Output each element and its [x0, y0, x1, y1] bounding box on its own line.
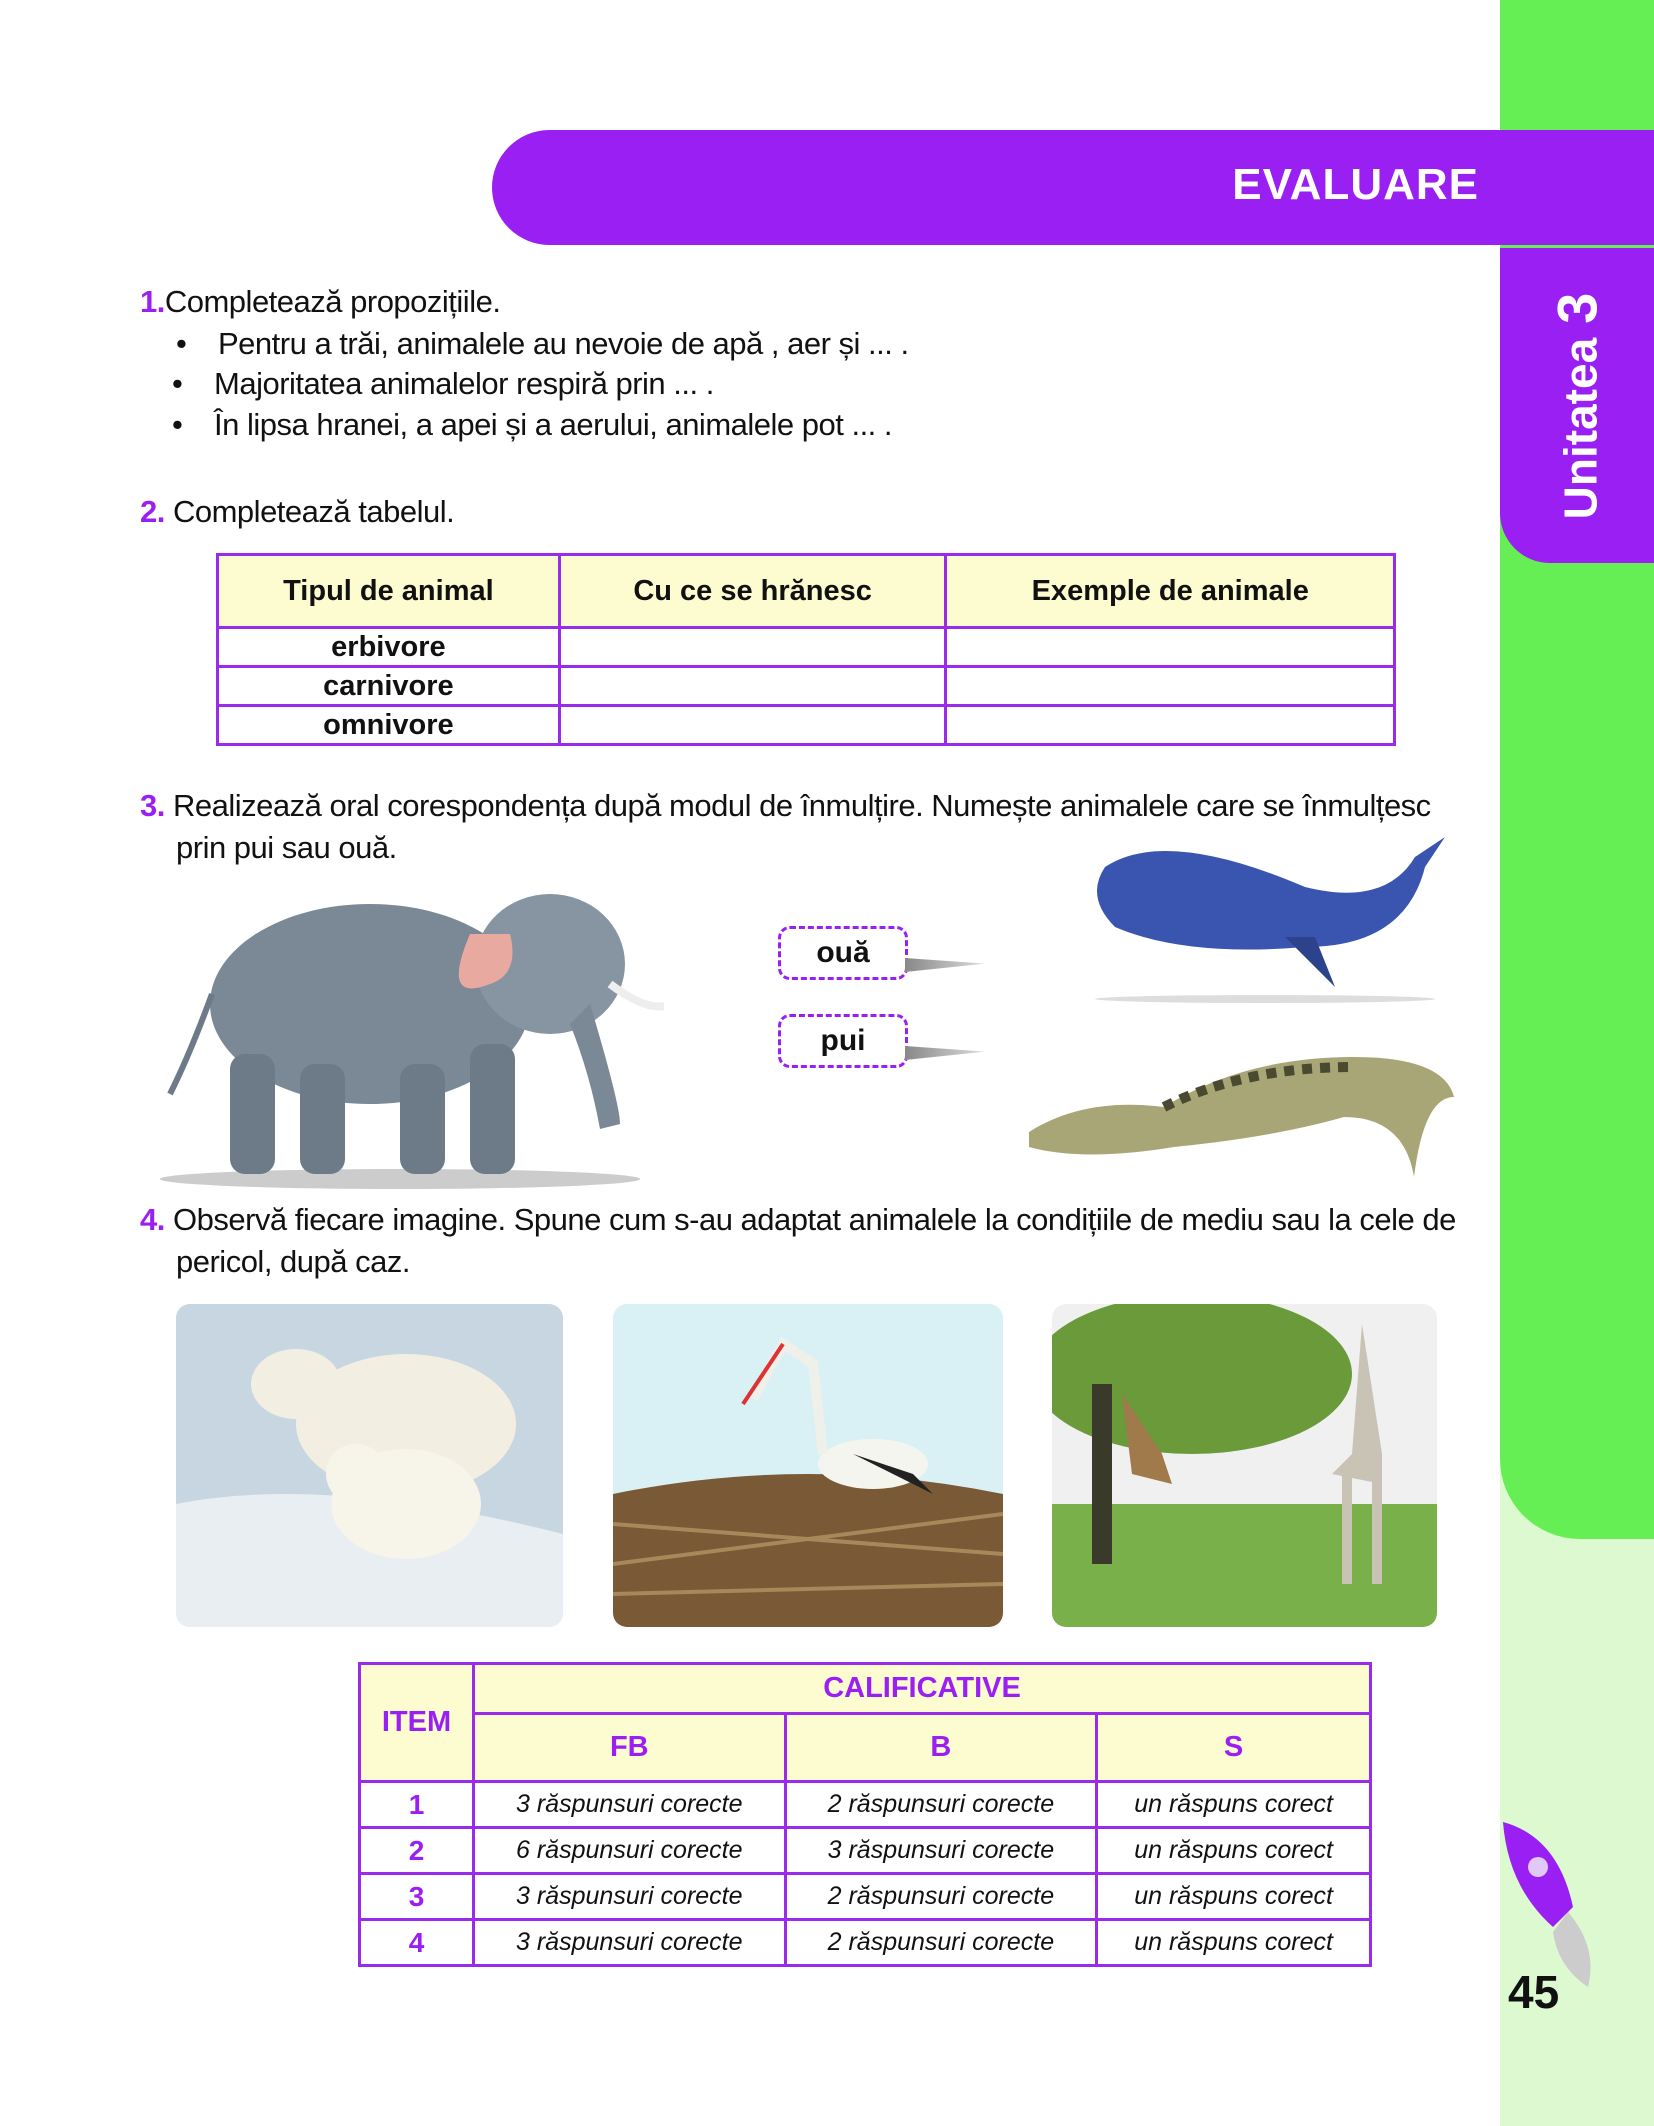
question-2: 2. Completează tabelul. [140, 494, 455, 529]
item-header: ITEM [360, 1664, 474, 1782]
table-header: Cu ce se hrănesc [559, 555, 946, 628]
tag-live-young[interactable]: pui [778, 1014, 908, 1068]
unit-tab [1500, 248, 1654, 563]
question-4: 4. Observă fiecare imagine. Spune cum s-au adaptat animalele la condițiile de mediu sau la cele de pericol, după caz. [140, 1202, 1456, 1279]
question-1: 1.Completează propozițiile. [140, 284, 501, 319]
q1-bullet: • Majoritatea animalelor respiră prin ... . [214, 366, 714, 402]
section-title: EVALUARE [1232, 160, 1479, 209]
table-row: carnivore [218, 667, 1395, 706]
table-row: 1 3 răspunsuri corecte 2 răspunsuri corecte un răspuns corect [360, 1782, 1371, 1828]
page-number: 45 [1508, 1966, 1560, 2018]
food-table [216, 553, 1396, 746]
column-header: S [1097, 1714, 1371, 1782]
table-row: erbivore [218, 628, 1395, 667]
section-banner [492, 130, 1654, 245]
polar-bear-photo [176, 1304, 563, 1627]
tag-eggs[interactable]: ouă [778, 926, 908, 980]
group-header: CALIFICATIVE [474, 1664, 1371, 1714]
side-strip-light [1500, 1470, 1654, 2126]
table-header: Exemple de animale [946, 555, 1395, 628]
table-header: Tipul de animal [218, 555, 560, 628]
whale-image [1085, 827, 1450, 1003]
unit-label: Unitatea [1554, 337, 1607, 519]
table-row: omnivore [218, 706, 1395, 745]
q1-bullet: • Pentru a trăi, animalele au nevoie de apă , aer și ... . [218, 326, 909, 362]
unit-number: 3 [1545, 292, 1609, 324]
grading-table [358, 1662, 1372, 1967]
table-row: 2 6 răspunsuri corecte 3 răspunsuri corecte un răspuns corect [360, 1828, 1371, 1874]
elephant-image [150, 854, 664, 1194]
question-3: 3. Realizează oral corespondența după modul de înmulțire. Numește animalele care se înmulțesc prin pui sau ouă. [140, 788, 1431, 865]
table-row: 4 3 răspunsuri corecte 2 răspunsuri corecte un răspuns corect [360, 1920, 1371, 1966]
giraffes-photo [1052, 1304, 1437, 1627]
column-header: FB [474, 1714, 786, 1782]
crocodile-image [1024, 1037, 1464, 1177]
stork-nest-photo [613, 1304, 1003, 1627]
q1-bullet: • În lipsa hranei, a apei și a aerului, animalele pot ... . [214, 407, 892, 443]
column-header: B [785, 1714, 1097, 1782]
table-row: 3 3 răspunsuri corecte 2 răspunsuri corecte un răspuns corect [360, 1874, 1371, 1920]
